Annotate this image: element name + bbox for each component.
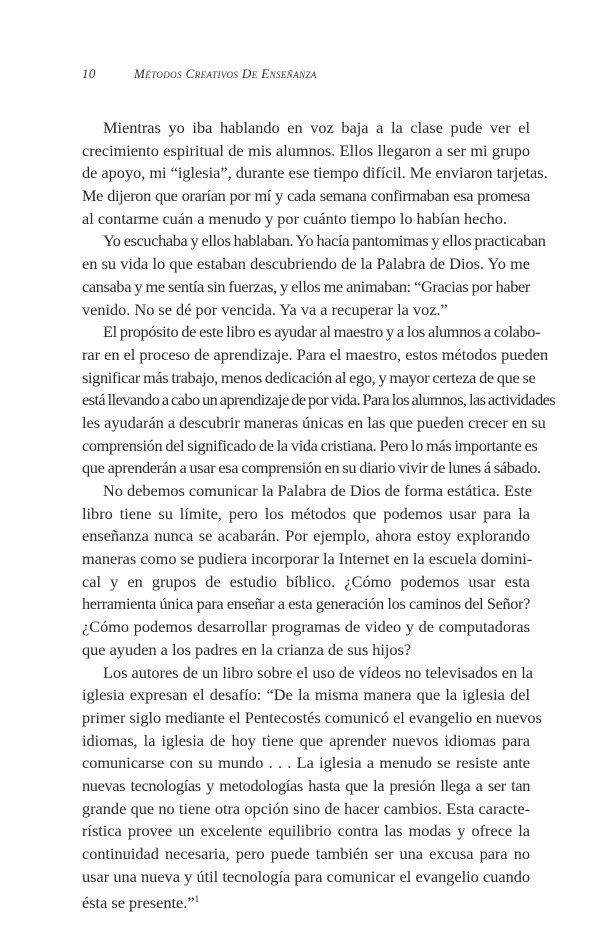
paragraph-1 [82,117,548,230]
text-line: nuevas tecnologías y metodologías hasta que la presión llega a ser tan [82,775,530,795]
text-line: herramienta única para enseñar a esta generación los caminos del Señor? [82,594,530,614]
text-line: significar más trabajo, menos dedicación al ego, y mayor certeza de que se [82,367,536,387]
text-line: venido. No se dé por vencida. Ya va a recuperar la voz.” [82,299,448,319]
text-line [82,888,530,911]
text-line: crecimiento espiritual de mis alumnos. Ellos llegaron a ser mi grupo [82,140,530,160]
text-line: grande que no tiene otra opción sino de hacer cambios. Esta caracte- [82,798,530,818]
text-line: No debemos comunicar la Palabra de Dios de forma estática. Este [103,481,533,500]
text-line: está llevando a cabo un aprendizaje de por vida. Para los alumnos, las actividades [82,390,556,410]
text-line: al contarme cuán a menudo y por cuánto tiempo lo habían hecho. [82,208,507,228]
text-line: rar en el proceso de aprendizaje. Para el maestro, estos métodos pueden [82,344,549,364]
text-line: de apoyo, mi “iglesia”, durante ese tiempo difícil. Me enviaron tarjetas. [82,163,548,183]
paragraph-2 [82,230,546,321]
text-line: ¿Cómo podemos desarrollar programas de video y de computadoras [82,617,530,637]
text-line: Me dijeron que orarían por mí y cada semana confirmaban esa promesa [82,186,530,206]
text-line: les ayudarán a descubrir maneras únicas en las que pueden crecer en su [82,412,546,432]
text-line: cansaba y me sentía sin fuerzas, y ellos me animaban: “Gracias por haber [82,276,530,296]
text-line: Los autores de un libro sobre el uso de vídeos no televisados en la [103,662,533,682]
text-line: comunicarse con su mundo . . . La iglesia a menudo se resiste ante [82,753,530,773]
text-line: primer siglo mediante el Pentecostés comunicó el evangelio en nuevos [82,707,542,727]
text-line: usar una nueva y útil tecnología para comunicar el evangelio cuando [82,866,530,886]
text-line: Mientras yo iba hablando en voz baja a la clase pude ver el [103,118,530,137]
text-line: El propósito de este libro es ayudar al maestro y a los alumnos a colabo- [103,322,541,342]
text-line: rística provee un excelente equilibrio contra las modas y ofrece la [82,821,530,841]
text-line: Yo escuchaba y ellos hablaban. Yo hacía pantomimas y ellos practicaban [103,231,546,251]
text-line: idiomas, la iglesia de hoy tiene que aprender nuevos idiomas para [82,730,530,750]
footnote-reference[interactable]: 1 [194,894,200,905]
text-line: en su vida lo que estaban descubriendo de la Palabra de Dios. Yo me [82,254,530,274]
text-line: que ayuden a los padres en la crianza de sus hijos? [82,639,412,659]
running-title: Métodos Creativos De Enseñanza [134,66,317,81]
body-text [82,117,556,913]
closing-quote-text: ésta se presente.” [82,893,195,913]
text-line: libro tiene su límite, pero los métodos que podemos usar para la [82,503,530,523]
text-line: continuidad necesaria, pero puede también ser una excusa para no [82,844,530,863]
text-line: comprensión del significado de la vida cristiana. Pero lo más importante es [82,435,538,455]
paragraph-3 [82,321,556,480]
text-line: maneras como se pudiera incorporar la Internet en la escuela domini- [82,549,533,569]
text-line: enseñanza nunca se acabarán. Por ejemplo, ahora estoy explorando [82,526,530,546]
running-header [82,66,317,82]
text-line: iglesia expresan el desafío: “De la misma manera que la iglesia del [82,685,530,705]
text-line: cal y en grupos de estudio bíblico. ¿Cómo podemos usar esta [82,571,530,591]
page-number: 10 [82,66,96,81]
paragraph-4 [82,480,533,662]
paragraph-5 [82,662,542,913]
text-line: que aprenderán a usar esa comprensión en su diario vivir de lunes á sábado. [82,458,541,478]
